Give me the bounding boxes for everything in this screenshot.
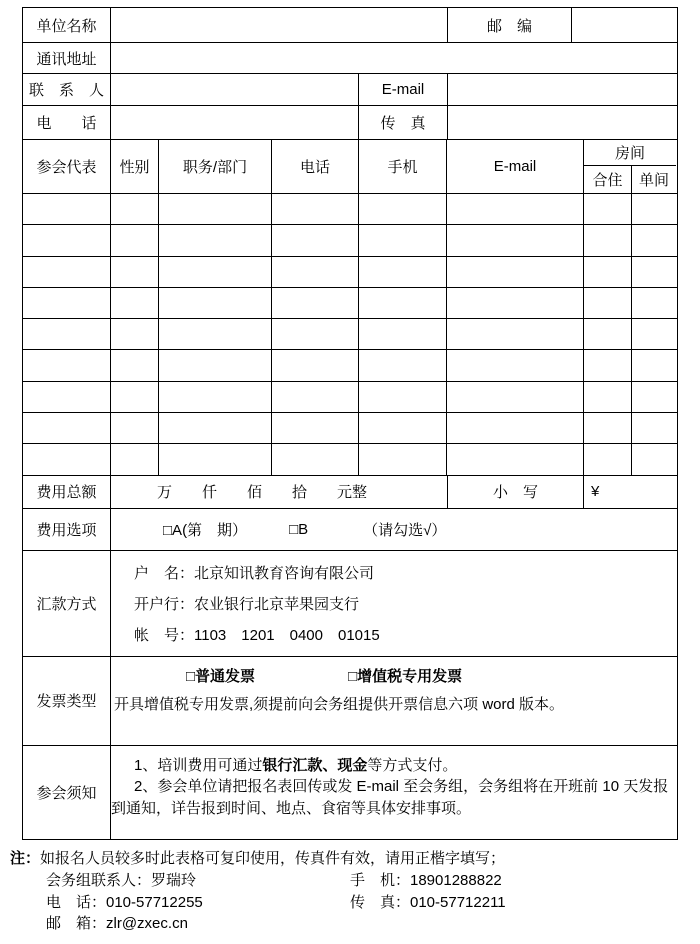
fee-total-row	[23, 476, 677, 509]
attendee-position-cell[interactable]	[159, 319, 272, 349]
attendee-name-cell[interactable]	[23, 382, 111, 412]
fee-option-a-checkbox[interactable]: □A(第 期）	[163, 521, 248, 539]
attendee-empty-row	[23, 194, 677, 225]
phone-label: 电 话	[23, 106, 111, 139]
address-label: 通讯地址	[23, 43, 111, 73]
phone-row	[23, 106, 677, 140]
fee-small-label: 小 写	[448, 476, 584, 508]
attendee-name-cell[interactable]	[23, 257, 111, 287]
unit-name-label: 单位名称	[23, 8, 111, 42]
attendee-phone-cell[interactable]	[272, 413, 359, 443]
footer-contact-line	[0, 870, 700, 892]
attendee-email-cell[interactable]	[447, 382, 584, 412]
notice-label: 参会须知	[23, 746, 111, 839]
attendee-room-single-cell[interactable]	[632, 350, 676, 380]
attendee-empty-row	[23, 444, 677, 475]
footer-mobile: 手 机：18901288822	[350, 871, 502, 889]
notice-row	[23, 746, 677, 839]
attendee-room-shared-cell[interactable]	[584, 413, 632, 443]
registration-form-table	[22, 7, 678, 840]
footer-phone: 电 话：010-57712255	[46, 893, 203, 911]
attendee-name-cell[interactable]	[23, 194, 111, 224]
attendee-position-cell[interactable]	[159, 350, 272, 380]
remittance-info-cell	[111, 551, 676, 656]
fee-amount-words-cell[interactable]: 万 仟 佰 拾 元整	[111, 476, 448, 508]
attendee-name-cell[interactable]	[23, 413, 111, 443]
remittance-label: 汇款方式	[23, 551, 111, 656]
phone-input-cell[interactable]	[111, 106, 359, 139]
attendee-email-cell[interactable]	[447, 257, 584, 287]
attendee-room-shared-cell[interactable]	[584, 350, 632, 380]
attendee-empty-row	[23, 225, 677, 256]
attendee-phone-cell[interactable]	[272, 194, 359, 224]
fax-label: 传 真	[359, 106, 448, 139]
attendee-name-cell[interactable]	[23, 319, 111, 349]
col-header-room-group	[584, 140, 676, 193]
attendee-room-shared-cell[interactable]	[584, 382, 632, 412]
attendee-empty-row	[23, 382, 677, 413]
attendee-header-label: 参会代表	[23, 140, 111, 193]
invoice-note: 开具增值税专用发票,须提前向会务组提供开票信息六项 word 版本。	[114, 695, 565, 713]
contact-label: 联 系 人	[23, 74, 111, 105]
remittance-account-name: 户 名：北京知讯教育咨询有限公司	[134, 564, 375, 582]
attendee-room-single-cell[interactable]	[632, 413, 676, 443]
unit-name-input-cell[interactable]	[111, 8, 448, 42]
attendee-email-cell[interactable]	[447, 350, 584, 380]
attendee-name-cell[interactable]	[23, 350, 111, 380]
attendee-phone-cell[interactable]	[272, 382, 359, 412]
attendee-email-cell[interactable]	[447, 319, 584, 349]
attendee-gender-cell[interactable]	[111, 444, 159, 474]
attendee-email-cell[interactable]	[447, 225, 584, 255]
contact-email-label: E-mail	[359, 74, 448, 105]
attendee-mobile-cell[interactable]	[359, 194, 447, 224]
unit-name-row	[23, 8, 677, 43]
attendee-gender-cell[interactable]	[111, 382, 159, 412]
address-input-cell[interactable]	[111, 43, 676, 73]
attendee-room-shared-cell[interactable]	[584, 225, 632, 255]
remittance-bank: 开户行：农业银行北京苹果园支行	[134, 595, 360, 613]
attendee-gender-cell[interactable]	[111, 413, 159, 443]
footer-contact-person: 会务组联系人：罗瑞玲	[46, 871, 197, 889]
postal-code-label: 邮 编	[448, 8, 572, 42]
col-header-room-shared: 合住	[584, 166, 632, 193]
attendee-position-cell[interactable]	[159, 194, 272, 224]
remittance-row	[23, 551, 677, 657]
attendee-empty-row	[23, 257, 677, 288]
notice-item-2: 2、参会单位请把报名表回传或发 E-mail 至会务组，会务组将在开班前 10 天发报到通知，详告报到时间、地点、食宿等具体安排事项。	[111, 778, 669, 817]
fee-amount-figures-cell[interactable]: ¥	[591, 483, 600, 501]
invoice-type-cell	[111, 657, 676, 745]
fee-option-tick-note: （请勾选√）	[363, 521, 447, 539]
attendee-email-cell[interactable]	[447, 413, 584, 443]
footer-note-text: 如报名人员较多时此表格可复印使用，传真件有效，请用正楷字填写；	[40, 850, 506, 867]
attendee-position-cell[interactable]	[159, 382, 272, 412]
attendee-name-cell[interactable]	[23, 288, 111, 318]
attendee-phone-cell[interactable]	[272, 288, 359, 318]
footer-notes	[0, 848, 700, 935]
attendee-gender-cell[interactable]	[111, 225, 159, 255]
attendee-position-cell[interactable]	[159, 444, 272, 474]
attendee-room-shared-cell[interactable]	[584, 319, 632, 349]
col-header-gender: 性别	[111, 140, 159, 193]
footer-phone-line	[0, 892, 700, 914]
attendee-mobile-cell[interactable]	[359, 319, 447, 349]
attendee-gender-cell[interactable]	[111, 350, 159, 380]
attendee-room-shared-cell[interactable]	[584, 444, 632, 474]
contact-input-cell[interactable]	[111, 74, 359, 105]
attendee-gender-cell[interactable]	[111, 194, 159, 224]
notice-item-1: 1、培训费用可通过银行汇款、现金等方式支付。	[134, 756, 458, 774]
col-header-position: 职务/部门	[159, 140, 272, 193]
attendee-room-single-cell[interactable]	[632, 444, 676, 474]
footer-fax: 传 真：010-57712211	[350, 893, 506, 911]
attendee-name-cell[interactable]	[23, 225, 111, 255]
col-header-phone: 电话	[272, 140, 359, 193]
attendee-email-cell[interactable]	[447, 288, 584, 318]
attendee-rows-container	[23, 194, 677, 476]
attendee-phone-cell[interactable]	[272, 350, 359, 380]
attendee-position-cell[interactable]	[159, 413, 272, 443]
remittance-account-number: 帐 号：1103 1201 0400 01015	[134, 626, 380, 644]
invoice-regular-checkbox[interactable]: □普通发票	[186, 668, 256, 686]
attendee-position-cell[interactable]	[159, 257, 272, 287]
attendee-mobile-cell[interactable]	[359, 382, 447, 412]
attendee-mobile-cell[interactable]	[359, 225, 447, 255]
col-header-mobile: 手机	[359, 140, 447, 193]
attendee-email-cell[interactable]	[447, 194, 584, 224]
col-header-room-single: 单间	[638, 172, 669, 189]
attendee-gender-cell[interactable]	[111, 319, 159, 349]
attendee-mobile-cell[interactable]	[359, 257, 447, 287]
invoice-vat-checkbox[interactable]: □增值税专用发票	[348, 668, 463, 686]
attendee-room-single-cell[interactable]	[632, 288, 676, 318]
attendee-room-shared-cell[interactable]	[584, 257, 632, 287]
notice-content-cell	[111, 746, 676, 839]
attendee-mobile-cell[interactable]	[359, 350, 447, 380]
room-subheaders	[584, 166, 676, 193]
contact-email-input-cell[interactable]	[448, 74, 676, 105]
fee-option-row	[23, 509, 677, 551]
attendee-room-single-cell[interactable]	[632, 382, 676, 412]
contact-row	[23, 74, 677, 106]
invoice-type-label: 发票类型	[23, 657, 111, 745]
attendee-phone-cell[interactable]	[272, 257, 359, 287]
footer-email-line	[0, 913, 700, 935]
attendee-gender-cell[interactable]	[111, 288, 159, 318]
attendee-gender-cell[interactable]	[111, 257, 159, 287]
attendee-room-single-cell[interactable]	[632, 319, 676, 349]
fee-option-cell	[111, 509, 676, 550]
attendee-position-cell[interactable]	[159, 288, 272, 318]
attendee-room-shared-cell[interactable]	[584, 288, 632, 318]
postal-code-input-cell[interactable]	[572, 8, 676, 42]
col-header-email: E-mail	[447, 140, 584, 193]
invoice-type-row	[23, 657, 677, 746]
attendee-header-row	[23, 140, 677, 194]
attendee-empty-row	[23, 288, 677, 319]
fee-option-label: 费用选项	[23, 509, 111, 550]
attendee-mobile-cell[interactable]	[359, 413, 447, 443]
attendee-room-single-cell[interactable]	[632, 225, 676, 255]
attendee-room-shared-cell[interactable]	[584, 194, 632, 224]
attendee-mobile-cell[interactable]	[359, 288, 447, 318]
attendee-empty-row	[23, 413, 677, 444]
fax-input-cell[interactable]	[448, 106, 676, 139]
attendee-empty-row	[23, 350, 677, 381]
col-header-room: 房间	[584, 140, 676, 166]
attendee-empty-row	[23, 319, 677, 350]
attendee-phone-cell[interactable]	[272, 319, 359, 349]
fee-total-label: 费用总额	[23, 476, 111, 508]
attendee-phone-cell[interactable]	[272, 444, 359, 474]
attendee-mobile-cell[interactable]	[359, 444, 447, 474]
invoice-options	[111, 663, 676, 689]
attendee-room-single-cell[interactable]	[632, 194, 676, 224]
attendee-phone-cell[interactable]	[272, 225, 359, 255]
footer-email: 邮 箱：zlr@zxec.cn	[46, 915, 188, 933]
attendee-name-cell[interactable]	[23, 444, 111, 474]
footer-note-label: 注：	[10, 850, 41, 867]
address-row	[23, 43, 677, 74]
attendee-position-cell[interactable]	[159, 225, 272, 255]
fee-option-b-checkbox[interactable]: □B	[289, 520, 309, 538]
footer-note-line	[0, 848, 700, 870]
attendee-email-cell[interactable]	[447, 444, 584, 474]
attendee-room-single-cell[interactable]	[632, 257, 676, 287]
